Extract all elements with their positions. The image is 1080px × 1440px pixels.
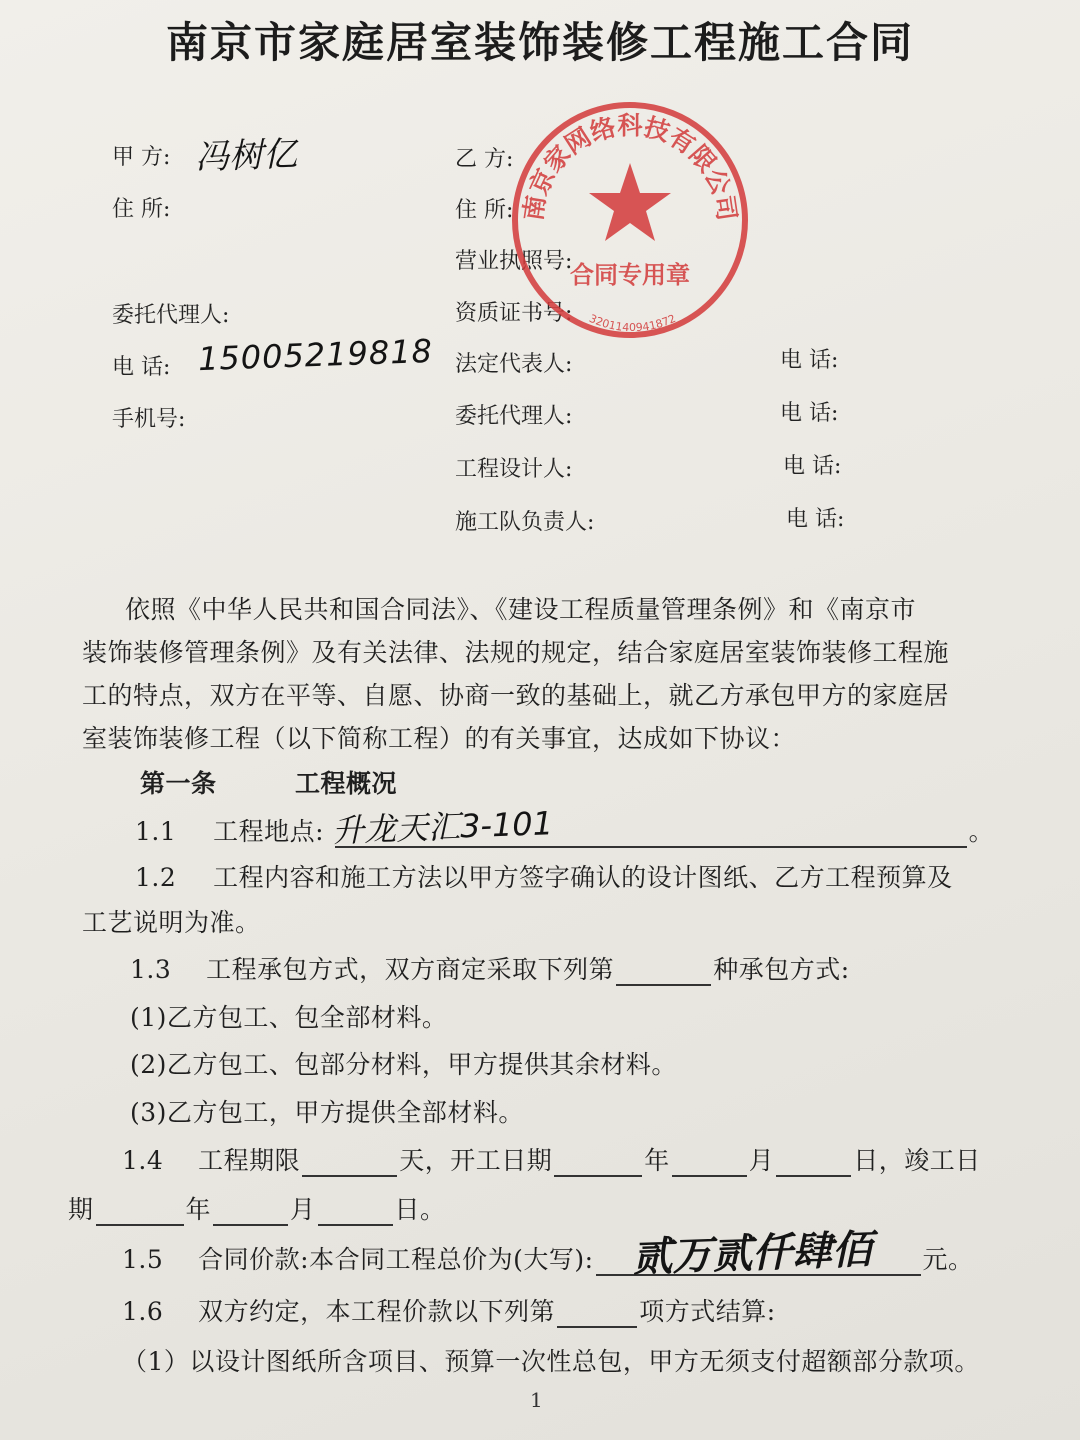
completion-label: 期 xyxy=(68,1195,94,1224)
contract-option-3: (3)乙方包工，甲方提供全部材料。 xyxy=(130,1098,524,1127)
party-a-phone-value: 15005219818 xyxy=(197,331,434,379)
clause-1-6-text-a: 双方约定，本工程价款以下列第 xyxy=(198,1297,556,1326)
seal-star-icon xyxy=(589,163,671,241)
clause-1-3-number: 1.3 xyxy=(130,955,172,984)
end-month-label: 月 xyxy=(290,1195,316,1224)
company-seal xyxy=(505,95,755,345)
intro-line-2: 装饰装修管理条例》及有关法律、法规的规定，结合家庭居室装饰装修工程施 xyxy=(82,638,950,667)
contract-option-1: (1)乙方包工、包全部材料。 xyxy=(130,1003,448,1032)
start-year-label: 年 xyxy=(644,1146,670,1175)
start-day-blank xyxy=(776,1151,851,1177)
party-a-agent-label: 委托代理人: xyxy=(112,303,230,328)
article-1-title: 工程概况 xyxy=(294,769,397,798)
seal-company-text: 南京家网络科技有限公司 xyxy=(518,111,742,223)
clause-1-5-text: 合同价款:本合同工程总价为(大写): xyxy=(198,1245,594,1274)
start-month-label: 月 xyxy=(748,1146,775,1175)
party-b-designer-label: 工程设计人: xyxy=(455,457,573,482)
project-location-handwritten: 升龙天汇3-101 xyxy=(331,804,554,850)
article-1-number: 第一条 xyxy=(140,769,217,798)
clause-1-5-number: 1.5 xyxy=(122,1245,164,1274)
duration-blank xyxy=(302,1151,397,1177)
end-month-blank xyxy=(213,1200,288,1226)
clause-1-6-number: 1.6 xyxy=(122,1297,164,1326)
clause-1-2 xyxy=(135,858,953,894)
party-b-legal-rep-phone-label: 电 话: xyxy=(780,348,839,373)
clause-1-3 xyxy=(130,950,850,986)
clause-1-1-end: 。 xyxy=(968,817,995,846)
party-b-legal-rep-label: 法定代表人: xyxy=(455,352,573,377)
intro-line-1: 依照《中华人民共和国合同法》、《建设工程质量管理条例》和《南京市 xyxy=(125,595,917,624)
party-b-designer-phone-label: 电 话: xyxy=(783,454,842,479)
settlement-method-blank xyxy=(557,1302,637,1328)
end-day-label: 日。 xyxy=(394,1195,446,1224)
settlement-option-1: （1）以设计图纸所含项目、预算一次性总包，甲方无须支付超额部分款项。 xyxy=(122,1347,980,1376)
clause-1-6 xyxy=(122,1292,776,1328)
clause-1-1 xyxy=(135,812,994,848)
clause-1-5-end: 元。 xyxy=(922,1245,974,1274)
clause-1-1-text: 工程地点: xyxy=(213,817,325,846)
party-a-label: 甲 方: xyxy=(112,145,171,170)
party-b-license-label: 营业执照号: xyxy=(455,249,573,274)
contract-price-handwritten: 贰万贰仟肆佰 xyxy=(631,1226,873,1282)
clause-1-2-text: 工程内容和施工方法以甲方签字确认的设计图纸、乙方工程预算及 xyxy=(213,863,953,892)
intro-line-4: 室装饰装修工程（以下简称工程）的有关事宜，达成如下协议： xyxy=(82,724,797,753)
party-a-phone-label: 电 话: xyxy=(112,355,171,380)
clause-1-4-text-b: 天，开工日期 xyxy=(399,1146,553,1175)
intro-line-3: 工的特点，双方在平等、自愿、协商一致的基础上，就乙方承包甲方的家庭居 xyxy=(82,681,950,710)
contract-option-2: (2)乙方包工、包部分材料，甲方提供其余材料。 xyxy=(130,1050,677,1079)
clause-1-4-number: 1.4 xyxy=(122,1146,164,1175)
page-number: 1 xyxy=(530,1388,543,1412)
clause-1-2-number: 1.2 xyxy=(135,863,177,892)
clause-1-3-blank xyxy=(616,960,711,986)
end-year-label: 年 xyxy=(185,1195,212,1224)
clause-1-2-line-2: 工艺说明为准。 xyxy=(82,908,261,937)
start-day-label: 日，竣工日 xyxy=(853,1146,981,1175)
party-a-signature: 冯树亿 xyxy=(194,134,298,178)
clause-1-6-text-b: 项方式结算: xyxy=(639,1297,776,1326)
clause-1-3-text-b: 种承包方式: xyxy=(713,955,850,984)
document-title: 南京市家庭居室装饰装修工程施工合同 xyxy=(165,18,914,67)
end-year-blank xyxy=(96,1200,184,1226)
party-b-address-label: 住 所: xyxy=(455,198,514,223)
party-b-team-leader-phone-label: 电 话: xyxy=(786,507,845,532)
party-a-mobile-label: 手机号: xyxy=(112,407,186,432)
party-a-address-label: 住 所: xyxy=(112,197,171,222)
party-b-qualification-label: 资质证书号: xyxy=(455,301,573,326)
article-1-heading xyxy=(140,764,397,800)
clause-1-4 xyxy=(122,1141,981,1177)
clause-1-4-line-2 xyxy=(68,1190,446,1226)
seal-number-text: 3201140941872 xyxy=(587,311,678,335)
start-year-blank xyxy=(554,1151,642,1177)
clause-1-1-number: 1.1 xyxy=(135,817,177,846)
party-b-agent-phone-label: 电 话: xyxy=(780,401,839,426)
seal-purpose-text: 合同专用章 xyxy=(570,261,690,289)
start-month-blank xyxy=(672,1151,747,1177)
party-b-label: 乙 方: xyxy=(455,147,514,172)
end-day-blank xyxy=(318,1200,393,1226)
clause-1-3-text-a: 工程承包方式，双方商定采取下列第 xyxy=(206,955,615,984)
party-b-team-leader-label: 施工队负责人: xyxy=(455,510,595,535)
clause-1-4-text-a: 工程期限 xyxy=(198,1146,301,1175)
party-b-agent-label: 委托代理人: xyxy=(455,404,573,429)
